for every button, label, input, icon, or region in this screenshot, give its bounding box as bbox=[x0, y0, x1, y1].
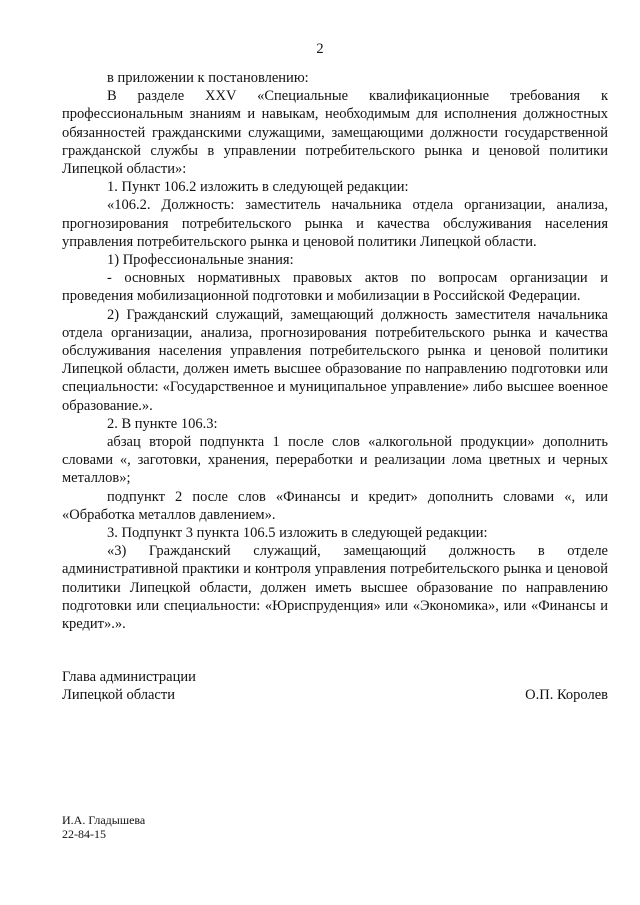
paragraph: 1) Профессиональные знания: bbox=[107, 252, 294, 269]
signatory-title: Глава администрации bbox=[62, 669, 196, 685]
signatory-region: Липецкой области bbox=[62, 687, 175, 704]
paragraph: 2) Гражданский служащий, замещающий должность заместителя начальника отдела организации, анализа, прогнозирования потребительского рынка и качества обслуживания населения управления потребительского рынка и ценовой политики Липецкой области, должен иметь высшее образование по направлению подготовки или специальности: «Государственное и муниципальное управление» либо высшее военное образование.». bbox=[62, 306, 608, 414]
paragraph: «3) Гражданский служащий, замещающий должность в отделе административной практики и контроля управления потребительского рынка и ценовой политики Липецкой области, должен иметь высшее образование по направлению подготовки или специальности: «Юриспруденция» или «Экономика», или «Финансы и кредит».». bbox=[62, 543, 608, 633]
paragraph: подпункт 2 после слов «Финансы и кредит» дополнить словами «, или «Обработка металлов давлением». bbox=[62, 488, 608, 523]
paragraph: 3. Подпункт 3 пункта 106.5 изложить в следующей редакции: bbox=[107, 525, 488, 542]
executor-name: И.А. Гладышева bbox=[62, 813, 146, 827]
signatory-name: О.П. Королев bbox=[525, 687, 608, 704]
document-body bbox=[62, 69, 608, 633]
paragraph: 1. Пункт 106.2 изложить в следующей редакции: bbox=[107, 179, 409, 196]
paragraph: 2. В пункте 106.3: bbox=[107, 415, 218, 432]
executor-footer bbox=[62, 813, 145, 841]
paragraph: абзац второй подпункта 1 после слов «алкогольной продукции» дополнить словами «, заготовки, хранения, переработки и реализации лома цветных и черных металлов»; bbox=[62, 434, 608, 487]
paragraph: «106.2. Должность: заместитель начальника отдела организации, анализа, прогнозирования потребительского рынка и качества обслуживания населения управления потребительского рынка и ценовой политики Липецкой области. bbox=[62, 197, 608, 250]
paragraph: - основных нормативных правовых актов по вопросам организации и проведения мобилизационной подготовки и мобилизации в Российской Федерации. bbox=[62, 270, 608, 305]
signature-block bbox=[62, 668, 608, 704]
executor-phone: 22-84-15 bbox=[62, 827, 106, 841]
page-number: 2 bbox=[316, 41, 324, 57]
paragraph: в приложении к постановлению: bbox=[107, 70, 309, 86]
paragraph: В разделе XXV «Специальные квалификационные требования к профессиональным знаниям и навыкам, необходимым для исполнения должностных обязанностей гражданскими служащими, замещающими должности государственной гражданской службы в управлении потребительского рынка и ценовой политики Липецкой области»: bbox=[62, 88, 608, 178]
